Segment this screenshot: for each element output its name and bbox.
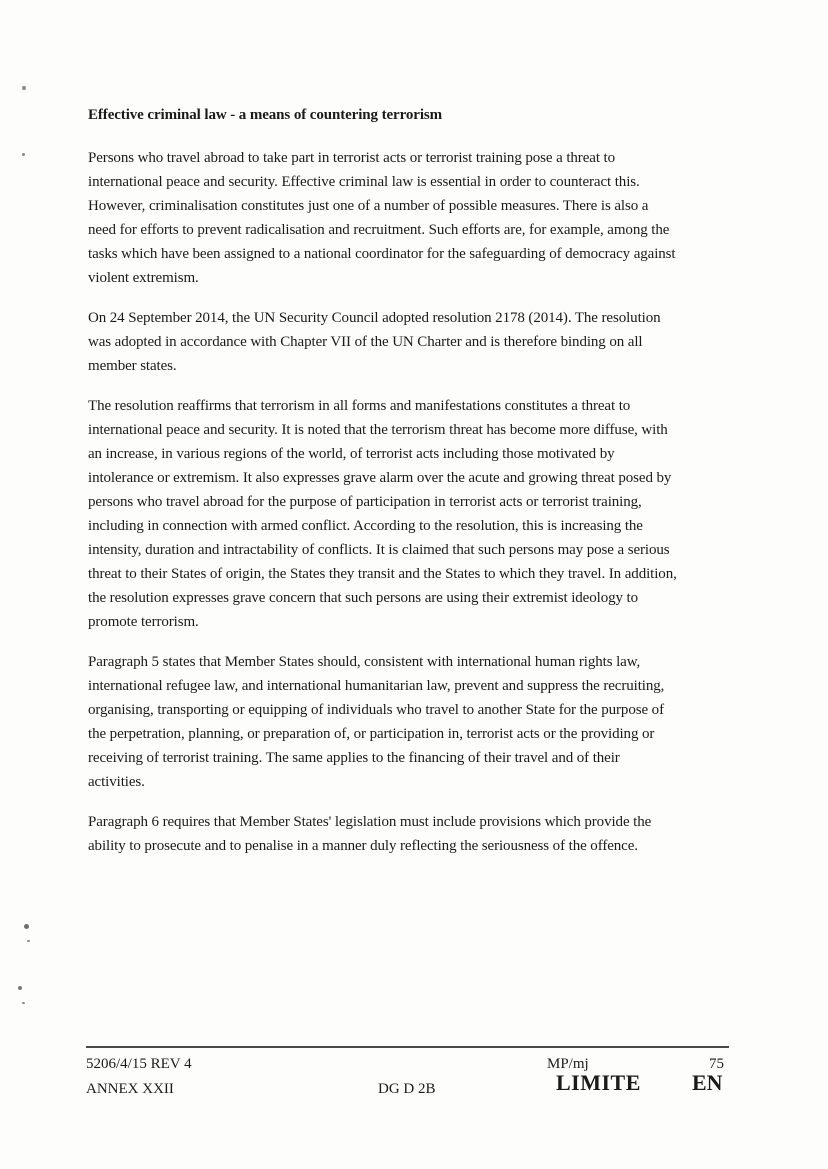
paragraph-line: ability to prosecute and to penalise in a manner duly reflecting the seriousness of the offence.: [88, 838, 638, 854]
body-paragraphs: [88, 146, 758, 858]
footer-language-code: EN: [692, 1070, 723, 1095]
scan-artifact: [22, 153, 25, 156]
paragraph-line: intensity, duration and intractability of conflicts. It is claimed that such persons may pose a serious: [88, 542, 670, 558]
paragraph-line: member states.: [88, 358, 177, 374]
paragraph-line: intolerance or extremism. It also expresses grave alarm over the acute and growing threat posed by: [88, 470, 672, 486]
footer-divider: [86, 1046, 729, 1048]
scan-artifact: [22, 86, 26, 90]
paragraph: [88, 810, 758, 858]
paragraph-line: promote terrorism.: [88, 614, 199, 630]
footer-directorate: DG D 2B: [378, 1081, 436, 1097]
paragraph-line: On 24 September 2014, the UN Security Council adopted resolution 2178 (2014). The resolution: [88, 310, 661, 326]
footer-annex-label: ANNEX XXII: [86, 1081, 174, 1097]
scan-artifact: [27, 940, 30, 942]
paragraph-line: need for efforts to prevent radicalisation and recruitment. Such efforts are, for example, among the: [88, 222, 670, 238]
paragraph-line: violent extremism.: [88, 270, 199, 286]
paragraph-line: threat to their States of origin, the States they transit and the States to which they travel. In addition,: [88, 566, 677, 582]
paragraph-line: was adopted in accordance with Chapter VII of the UN Charter and is therefore binding on all: [88, 334, 643, 350]
document-heading: Effective criminal law - a means of countering terrorism: [88, 107, 443, 123]
paragraph-line: the resolution expresses grave concern that such persons are using their extremist ideology to: [88, 590, 639, 606]
paragraph-line: Paragraph 5 states that Member States should, consistent with international human rights law,: [88, 654, 641, 670]
paragraph-line: including in connection with armed conflict. According to the resolution, this is increasing the: [88, 518, 643, 534]
paragraph: [88, 650, 758, 794]
paragraph: [88, 146, 758, 290]
paragraph: [88, 306, 758, 378]
paragraph-line: organising, transporting or equipping of individuals who travel to another State for the purpose of: [88, 702, 664, 718]
paragraph-line: international peace and security. It is noted that the terrorism threat has become more diffuse, with: [88, 422, 668, 438]
paragraph-line: tasks which have been assigned to a national coordinator for the safeguarding of democracy against: [88, 246, 676, 262]
footer-page-number: 75: [709, 1056, 724, 1072]
paragraph-line: international peace and security. Effective criminal law is essential in order to counteract this.: [88, 174, 640, 190]
paragraph-line: receiving of terrorist training. The same applies to the financing of their travel and of their: [88, 750, 620, 766]
document-body: [88, 103, 758, 874]
paragraph-line: the perpetration, planning, or preparation of, or participation in, terrorist acts or the providing or: [88, 726, 655, 742]
paragraph-line: an increase, in various regions of the world, of terrorist acts including those motivated by: [88, 446, 615, 462]
paragraph-line: persons who travel abroad for the purpose of participation in terrorist acts or terrorist training,: [88, 494, 642, 510]
paragraph-line: However, criminalisation constitutes just one of a number of possible measures. There is also a: [88, 198, 649, 214]
paragraph-line: The resolution reaffirms that terrorism in all forms and manifestations constitutes a threat to: [88, 398, 631, 414]
scan-artifact: [24, 924, 29, 929]
paragraph-line: Paragraph 6 requires that Member States' legislation must include provisions which provide the: [88, 814, 652, 830]
footer-classification-marking: LIMITE: [556, 1070, 641, 1095]
footer-author-initials: MP/mj: [547, 1056, 589, 1072]
scan-artifact: [22, 1002, 25, 1004]
footer-document-reference: 5206/4/15 REV 4: [86, 1056, 192, 1072]
paragraph-line: activities.: [88, 774, 145, 790]
scan-artifact: [18, 986, 22, 990]
paragraph-line: Persons who travel abroad to take part in terrorist acts or terrorist training pose a threat to: [88, 150, 615, 166]
paragraph-line: international refugee law, and international humanitarian law, prevent and suppress the recruiting,: [88, 678, 665, 694]
paragraph: [88, 394, 758, 634]
